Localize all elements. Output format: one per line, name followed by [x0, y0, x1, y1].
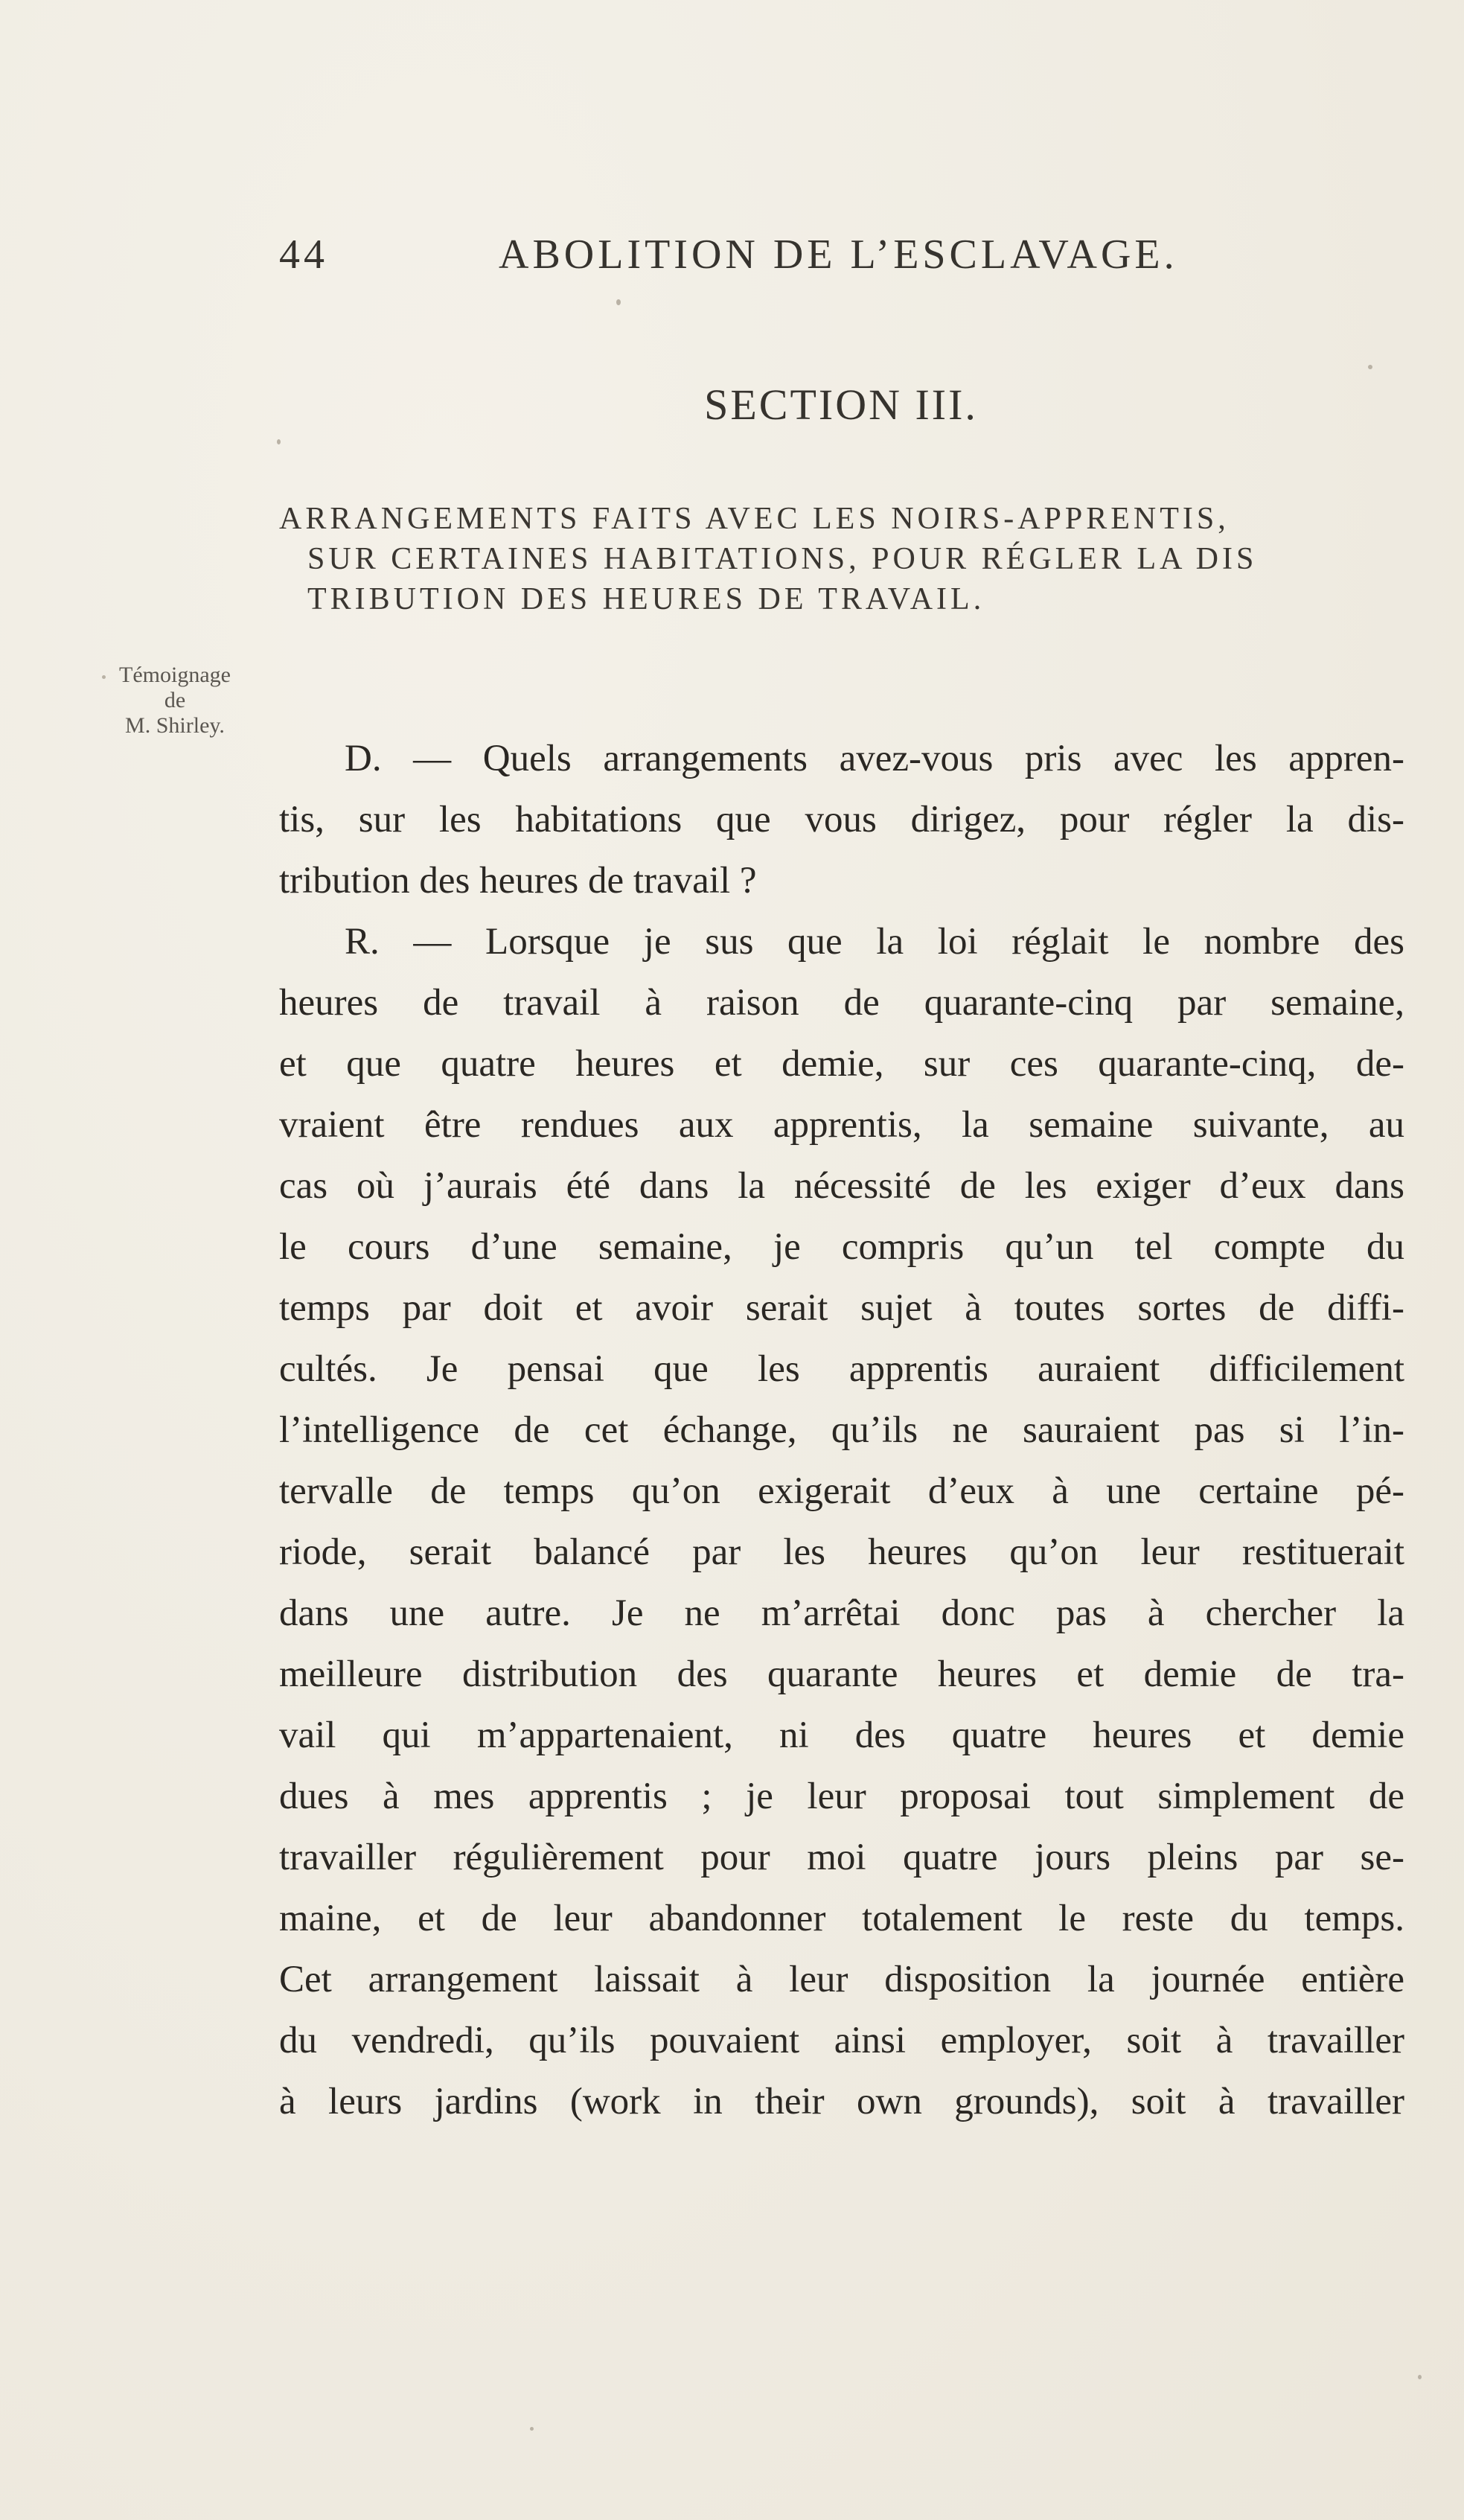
subtitle-line: SUR CERTAINES HABITATIONS, POUR RÉGLER LA DIS [307, 542, 1258, 576]
body-line: cultés. Je pensai que les apprentis auraient difficilement [279, 1348, 1404, 1390]
body-line: vraient être rendues aux apprentis, la semaine suivante, au [279, 1104, 1404, 1146]
body-line: dues à mes apprentis ; je leur proposai tout simplement de [279, 1776, 1404, 1817]
body-line: meilleure distribution des quarante heures et demie de tra- [279, 1653, 1404, 1695]
paper-speck [1418, 2375, 1422, 2379]
body-line: le cours d’une semaine, je compris qu’un tel compte du [279, 1226, 1404, 1268]
body-line: du vendredi, qu’ils pouvaient ainsi employer, soit à travailler [279, 2020, 1404, 2061]
subtitle-line: TRIBUTION DES HEURES DE TRAVAIL. [307, 582, 985, 616]
body-line: riode, serait balancé par les heures qu’on leur restituerait [279, 1531, 1404, 1573]
margin-note-line: Témoignage [119, 663, 231, 687]
body-text [279, 728, 1404, 2132]
paper-speck [102, 675, 106, 679]
body-line: travailler régulièrement pour moi quatre jours pleins par se- [279, 1837, 1404, 1878]
body-line: vail qui m’appartenaient, ni des quatre heures et demie [279, 1714, 1404, 1756]
body-line: et que quatre heures et demie, sur ces quarante-cinq, de- [279, 1043, 1404, 1085]
paper-speck [277, 439, 281, 444]
paper-speck [1368, 365, 1372, 369]
body-line: tis, sur les habitations que vous dirigez, pour régler la dis- [279, 799, 1404, 840]
page-number: 44 [279, 232, 328, 278]
body-line: Cet arrangement laissait à leur disposition la journée entière [279, 1959, 1404, 2000]
section-subtitle [279, 499, 1403, 619]
subtitle-line: ARRANGEMENTS FAITS AVEC LES NOIRS-APPRENTIS, [279, 502, 1230, 536]
body-line: dans une autre. Je ne m’arrêtai donc pas à chercher la [279, 1592, 1404, 1634]
body-line: temps par doit et avoir serait sujet à toutes sortes de diffi- [279, 1287, 1404, 1329]
running-head [279, 231, 1209, 290]
margin-note [86, 663, 264, 739]
body-line: heures de travail à raison de quarante-cinq par semaine, [279, 982, 1404, 1024]
body-line: D. — Quels arrangements avez-vous pris avec les appren- [345, 738, 1404, 779]
body-line: à leurs jardins (work in their own grounds), soit à travailler [279, 2081, 1404, 2122]
margin-note-line: M. Shirley. [125, 713, 225, 738]
body-line: tribution des heures de travail ? [279, 860, 757, 902]
body-line: maine, et de leur abandonner totalement le reste du temps. [279, 1898, 1404, 1939]
body-line: l’intelligence de cet échange, qu’ils ne sauraient pas si l’in- [279, 1409, 1404, 1451]
body-line: tervalle de temps qu’on exigerait d’eux à une certaine pé- [279, 1470, 1404, 1512]
body-line: cas où j’aurais été dans la nécessité de les exiger d’eux dans [279, 1165, 1404, 1207]
body-line: R. — Lorsque je sus que la loi réglait le nombre des [345, 921, 1404, 963]
paper-speck [530, 2427, 534, 2431]
paper-speck [616, 299, 621, 305]
margin-note-line: de [164, 688, 186, 712]
section-heading: SECTION III. [704, 380, 978, 429]
running-title: ABOLITION DE L’ESCLAVAGE. [499, 232, 1178, 278]
